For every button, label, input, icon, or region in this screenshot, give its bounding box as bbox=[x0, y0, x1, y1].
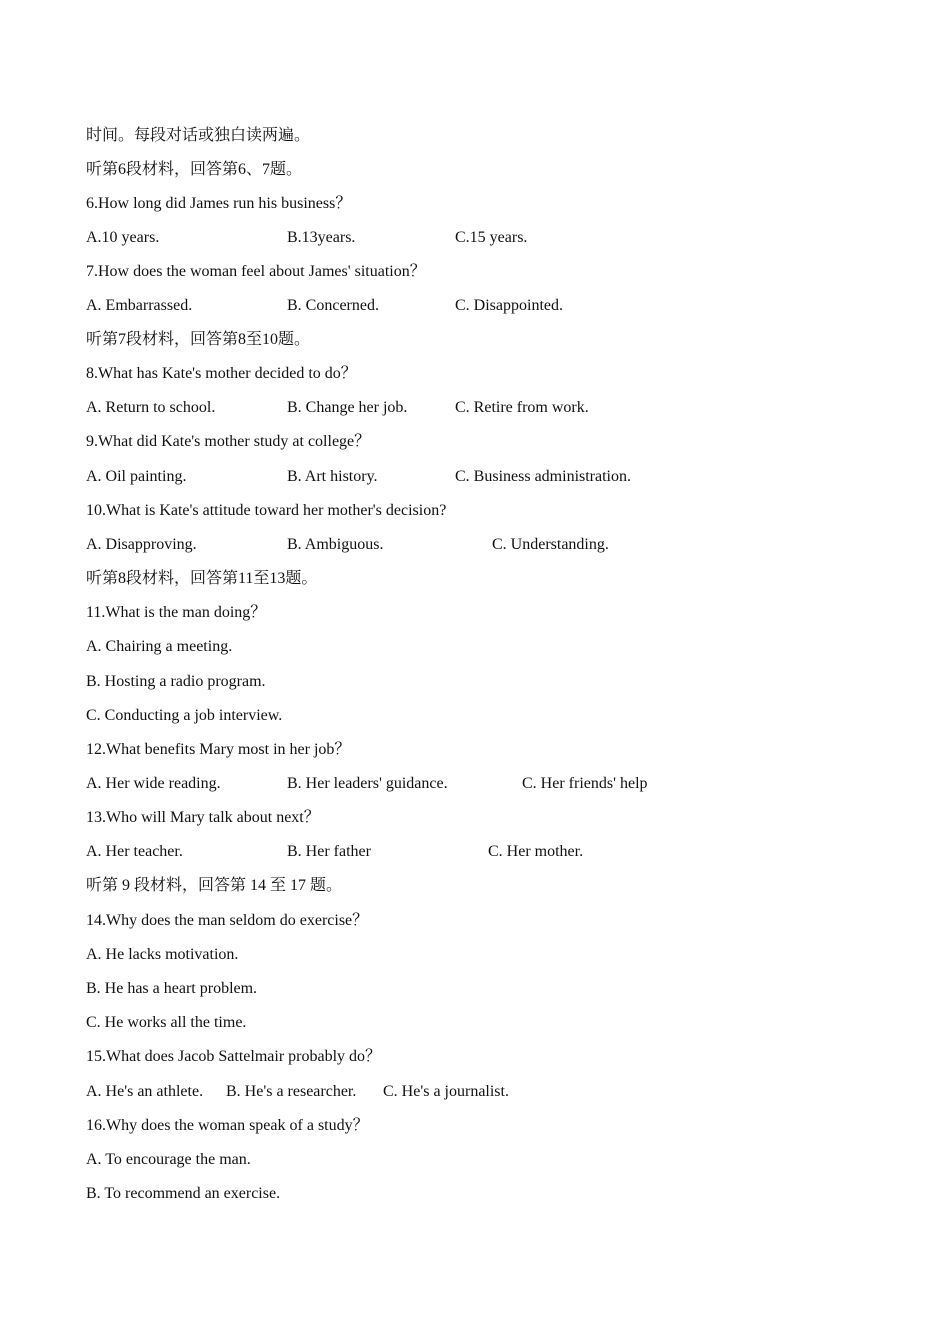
option-10b: B. Ambiguous. bbox=[287, 536, 384, 553]
option-11a: A. Chairing a meeting. bbox=[86, 638, 233, 655]
option-6c: C.15 years. bbox=[455, 229, 528, 246]
question-13: 13.Who will Mary talk about next？ bbox=[86, 809, 320, 826]
question-15: 15.What does Jacob Sattelmair probably do？ bbox=[86, 1048, 382, 1065]
option-15b: B. He's a researcher. bbox=[226, 1083, 357, 1100]
option-12a: A. Her wide reading. bbox=[86, 775, 221, 792]
question-7: 7.How does the woman feel about James' situation？ bbox=[86, 263, 426, 280]
option-8b: B. Change her job. bbox=[287, 399, 408, 416]
option-12b: B. Her leaders' guidance. bbox=[287, 775, 448, 792]
question-9: 9.What did Kate's mother study at college？ bbox=[86, 433, 371, 450]
option-7a: A. Embarrassed. bbox=[86, 297, 193, 314]
option-11c: C. Conducting a job interview. bbox=[86, 707, 283, 724]
question-14: 14.Why does the man seldom do exercise？ bbox=[86, 912, 369, 929]
option-10a: A. Disapproving. bbox=[86, 536, 197, 553]
question-8: 8.What has Kate's mother decided to do？ bbox=[86, 365, 357, 382]
question-10: 10.What is Kate's attitude toward her mother's decision? bbox=[86, 502, 447, 519]
section-heading-6: 听第6段材料，回答第6、7题。 bbox=[86, 161, 303, 178]
option-13a: A. Her teacher. bbox=[86, 843, 183, 860]
option-14b: B. He has a heart problem. bbox=[86, 980, 258, 997]
option-14c: C. He works all the time. bbox=[86, 1014, 247, 1031]
option-6a: A.10 years. bbox=[86, 229, 160, 246]
section-heading-9: 听第 9 段材料，回答第 14 至 17 题。 bbox=[86, 877, 343, 894]
option-9b: B. Art history. bbox=[287, 468, 378, 485]
option-9a: A. Oil painting. bbox=[86, 468, 187, 485]
option-7b: B. Concerned. bbox=[287, 297, 379, 314]
option-9c: C. Business administration. bbox=[455, 468, 631, 485]
option-16a: A. To encourage the man. bbox=[86, 1151, 251, 1168]
option-6b: B.13years. bbox=[287, 229, 356, 246]
option-11b: B. Hosting a radio program. bbox=[86, 673, 266, 690]
option-13b: B. Her father bbox=[287, 843, 371, 860]
instruction-text: 时间。每段对话或独白读两遍。 bbox=[86, 127, 311, 144]
option-16b: B. To recommend an exercise. bbox=[86, 1185, 281, 1202]
option-13c: C. Her mother. bbox=[488, 843, 584, 860]
section-heading-7: 听第7段材料，回答第8至10题。 bbox=[86, 331, 311, 348]
question-6: 6.How long did James run his business？ bbox=[86, 195, 352, 212]
option-15c: C. He's a journalist. bbox=[383, 1083, 509, 1100]
option-8c: C. Retire from work. bbox=[455, 399, 589, 416]
question-12: 12.What benefits Mary most in her job？ bbox=[86, 741, 351, 758]
section-heading-8: 听第8段材料，回答第11至13题。 bbox=[86, 570, 318, 587]
option-14a: A. He lacks motivation. bbox=[86, 946, 239, 963]
option-10c: C. Understanding. bbox=[492, 536, 609, 553]
option-7c: C. Disappointed. bbox=[455, 297, 563, 314]
question-11: 11.What is the man doing？ bbox=[86, 604, 267, 621]
option-15a: A. He's an athlete. bbox=[86, 1083, 204, 1100]
option-8a: A. Return to school. bbox=[86, 399, 216, 416]
option-12c: C. Her friends' help bbox=[522, 775, 648, 792]
question-16: 16.Why does the woman speak of a study？ bbox=[86, 1117, 369, 1134]
